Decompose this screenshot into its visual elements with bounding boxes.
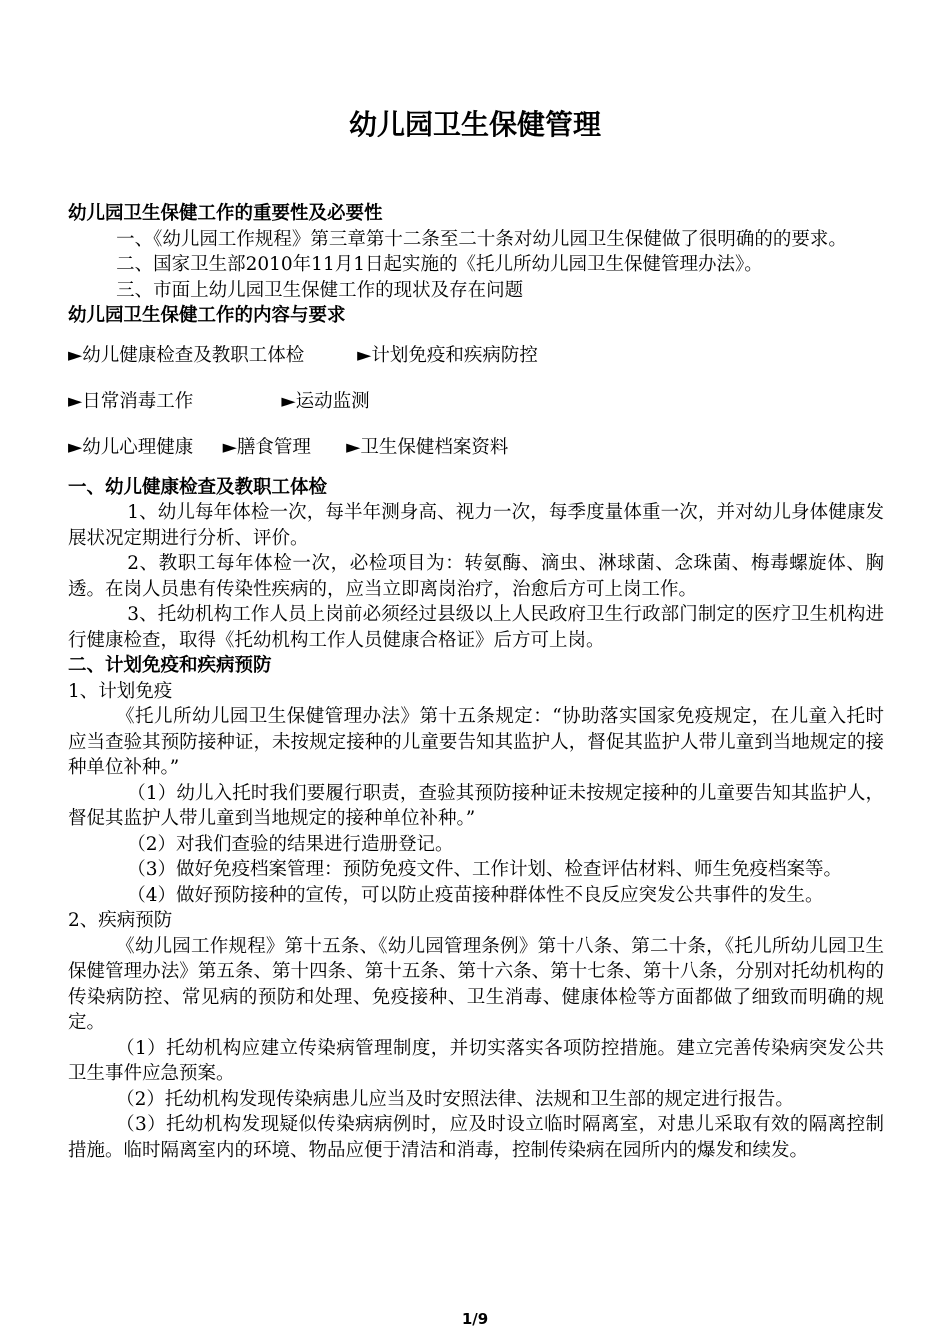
paragraph: （4）做好预防接种的宣传，可以防止疫苗接种群体性不良反应突发公共事件的发生。	[127, 884, 824, 906]
bullet-row: ►幼儿健康检查及教职工体检 ►计划免疫和疾病防控	[68, 344, 538, 366]
paragraph: 三、市面上幼儿园卫生保健工作的现状及存在问题	[116, 279, 524, 301]
paragraph: 一、《幼儿园工作规程》第三章第十二条至二十条对幼儿园卫生保健做了很明确的的要求。	[116, 228, 847, 250]
paragraph: （1）幼儿入托时我们要履行职责，查验其预防接种证未按规定接种的儿童要告知其监护人，督促其监护人带儿童到当地规定的接种单位补种。”	[68, 782, 884, 829]
page-number: 1/9	[461, 1310, 489, 1328]
paragraph: 《幼儿园工作规程》第十五条、《幼儿园管理条例》第十八条、第二十条，《托儿所幼儿园卫生保健管理办法》第五条、第十四条、第十五条、第十六条、第十七条、第十八条，分别对托幼机构的传染病防控、常见病的预防和处理、免疫接种、卫生消毒、健康体检等方面都做了细致而明确的规定。	[68, 935, 884, 1033]
section-heading: 幼儿园卫生保健工作的内容与要求	[68, 305, 346, 326]
paragraph: （2）托幼机构发现传染病患儿应当及时安照法律、法规和卫生部的规定进行报告。	[116, 1088, 794, 1110]
paragraph: 3、托幼机构工作人员上岗前必须经过县级以上人民政府卫生行政部门制定的医疗卫生机构进行健康检查，取得《托幼机构工作人员健康合格证》后方可上岗。	[68, 604, 884, 651]
bullet-row: ►日常消毒工作 ►运动监测	[68, 390, 370, 412]
paragraph: 二、国家卫生部2010年11月1日起实施的《托儿所幼儿园卫生保健管理办法》。	[116, 254, 763, 275]
paragraph: （2）对我们查验的结果进行造册登记。	[127, 833, 454, 855]
bullet-row: ►幼儿心理健康 ►膳食管理 ►卫生保健档案资料	[68, 436, 509, 458]
paragraph: （1）托幼机构应建立传染病管理制度，并切实落实各项防控措施。建立完善传染病突发公共卫生事件应急预案。	[68, 1037, 884, 1084]
document-body	[68, 201, 884, 1163]
paragraph: 《托儿所幼儿园卫生保健管理办法》第十五条规定：“协助落实国家免疫规定，在儿童入托时应当查验其预防接种证，未按规定接种的儿童要告知其监护人，督促其监护人带儿童到当地规定的接种单位补种。”	[68, 706, 884, 778]
paragraph: （3）做好免疫档案管理：预防免疫文件、工作计划、检查评估材料、师生免疫档案等。	[127, 859, 842, 880]
paragraph: 2、教职工每年体检一次，必检项目为：转氨酶、滴虫、淋球菌、念珠菌、梅毒螺旋体、胸透。在岗人员患有传染性疾病的，应当立即离岗治疗，治愈后方可上岗工作。	[68, 553, 884, 600]
paragraph: （3）托幼机构发现疑似传染病病例时，应及时设立临时隔离室，对患儿采取有效的隔离控制措施。临时隔离室内的环境、物品应便于清洁和消毒，控制传染病在园所内的爆发和续发。	[68, 1114, 884, 1161]
paragraph: 1、计划免疫	[68, 680, 173, 702]
section-heading: 幼儿园卫生保健工作的重要性及必要性	[68, 203, 383, 224]
page-title: 幼儿园卫生保健管理	[348, 108, 601, 141]
paragraph: 2、疾病预防	[68, 910, 173, 931]
paragraph: 1、幼儿每年体检一次，每半年测身高、视力一次，每季度量体重一次，并对幼儿身体健康发展状况定期进行分析、评价。	[68, 502, 884, 549]
section-heading: 二、计划免疫和疾病预防	[68, 655, 272, 676]
section-heading: 一、幼儿健康检查及教职工体检	[68, 476, 328, 498]
